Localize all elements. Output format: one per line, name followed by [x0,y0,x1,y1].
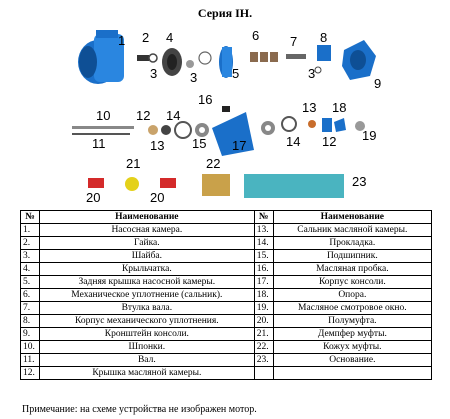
part-name: Втулка вала. [40,302,255,315]
label-part-4: 4 [166,30,174,45]
header-num-left: № [21,211,40,224]
label-part-21: 21 [126,156,141,171]
table-row [21,263,432,276]
part-gasket [175,122,191,138]
table-header-row [21,211,432,224]
label-part-12: 12 [136,108,151,123]
row-number: 19. [254,302,273,315]
part-seal-housing [317,45,331,61]
label-part-15: 15 [192,136,207,151]
table-row [21,341,432,354]
label-part-3b: 3 [190,70,198,85]
part-name: Шайба. [40,250,255,263]
label-part-9: 9 [374,76,382,91]
row-number: 10. [21,341,40,354]
label-part-6: 6 [252,28,260,43]
label-part-19: 19 [362,128,377,143]
label-part-16: 16 [198,92,213,107]
part-name: Сальник масляной камеры. [273,224,431,237]
footnote: Примечание: на схеме устройства не изображен мотор. [22,404,257,415]
label-part-3c: 3 [308,66,316,81]
part-oil-chamber-seal [308,120,316,128]
part-name: Насосная камера. [40,224,255,237]
label-part-10: 10 [96,108,111,123]
part-oil-chamber-cover [334,118,346,132]
part-base-plate [244,174,344,198]
table-row [21,328,432,341]
table-row [21,367,432,380]
part-name: Основание. [273,354,431,367]
part-back-cover [219,46,233,78]
part-name: Механическое уплотнение (сальник). [40,289,255,302]
table-row [21,250,432,263]
row-number: 22. [254,341,273,354]
row-number: 23. [254,354,273,367]
label-part-14b: 14 [286,134,301,149]
part-oil-chamber-cover [148,125,158,135]
row-number: 2. [21,237,40,250]
part-name: Опора. [273,289,431,302]
row-number: 11. [21,354,40,367]
part-name: Вал. [40,354,255,367]
part-support [322,118,332,132]
part-name: Подшипник. [273,250,431,263]
part-coupling-half [88,178,104,188]
row-number: 4. [21,263,40,276]
row-number: 14. [254,237,273,250]
part-name: Крышка масляной камеры. [40,367,255,380]
table-row [21,354,432,367]
row-number: 21. [254,328,273,341]
header-name-left: Наименование [40,211,255,224]
part-name: Корпус консоли. [273,276,431,289]
diagram-title: Серия IH. [197,6,253,20]
label-part-11: 11 [92,136,106,151]
row-number: 16. [254,263,273,276]
part-name: Масляная пробка. [273,263,431,276]
part-bearing [195,123,209,137]
label-part-12b: 12 [322,134,337,149]
part-name: Кронштейн консоли. [40,328,255,341]
part-washer [186,60,194,68]
part-washer [149,54,157,62]
part-name: Задняя крышка насосной камеры. [40,276,255,289]
label-part-22: 22 [206,156,221,171]
label-part-7: 7 [290,34,298,49]
header-num-right: № [254,211,273,224]
row-number: 15. [254,250,273,263]
row-number: 7. [21,302,40,315]
row-number: 17. [254,276,273,289]
part-name: Кожух муфты. [273,341,431,354]
part-nut [137,55,149,61]
label-part-18: 18 [332,100,347,115]
part-bearing [261,121,275,135]
label-part-13b: 13 [302,100,317,115]
part-washer [315,67,321,73]
part-name: Полумуфта. [273,315,431,328]
part-shaft-sleeve [286,54,306,59]
row-number: 12. [21,367,40,380]
label-part-20: 20 [86,190,101,205]
part-console-bracket [342,40,376,80]
part-oil-plug [222,106,230,112]
table-row [21,276,432,289]
label-part-23: 23 [352,174,367,189]
part-coupling-guard [202,174,230,196]
part-name: Корпус механического уплотнения. [40,315,255,328]
part-keys [72,126,134,129]
table-row [21,289,432,302]
label-part-13: 13 [150,138,165,153]
label-part-8: 8 [320,30,328,45]
row-number: 6. [21,289,40,302]
header-name-right: Наименование [273,211,431,224]
row-number: 8. [21,315,40,328]
label-part-14: 14 [166,108,181,123]
part-coupling-damper [125,177,139,191]
row-number: 9. [21,328,40,341]
row-number: 20. [254,315,273,328]
row-number [254,367,273,380]
table-row [21,237,432,250]
part-mechanical-seal [250,52,278,62]
part-coupling-half [160,178,176,188]
part-name: Прокладка. [273,237,431,250]
parts-table [20,210,432,380]
label-part-17: 17 [232,138,247,153]
table-row [21,315,432,328]
label-part-3: 3 [150,66,158,81]
row-number: 3. [21,250,40,263]
row-number: 18. [254,289,273,302]
part-gasket [282,117,296,131]
row-number: 1. [21,224,40,237]
label-part-2: 2 [142,30,150,45]
label-part-20b: 20 [150,190,165,205]
part-impeller [162,48,182,76]
row-number: 5. [21,276,40,289]
label-part-1: 1 [118,33,126,48]
part-name: Гайка. [40,237,255,250]
part-name [273,367,431,380]
table-row [21,302,432,315]
part-name: Крыльчатка. [40,263,255,276]
part-name: Демпфер муфты. [273,328,431,341]
row-number: 13. [254,224,273,237]
part-name: Шпонки. [40,341,255,354]
part-name: Масляное смотровое окно. [273,302,431,315]
label-part-5: 5 [232,66,240,81]
table-row [21,224,432,237]
part-washer [199,52,211,64]
part-oil-chamber-seal [161,125,171,135]
